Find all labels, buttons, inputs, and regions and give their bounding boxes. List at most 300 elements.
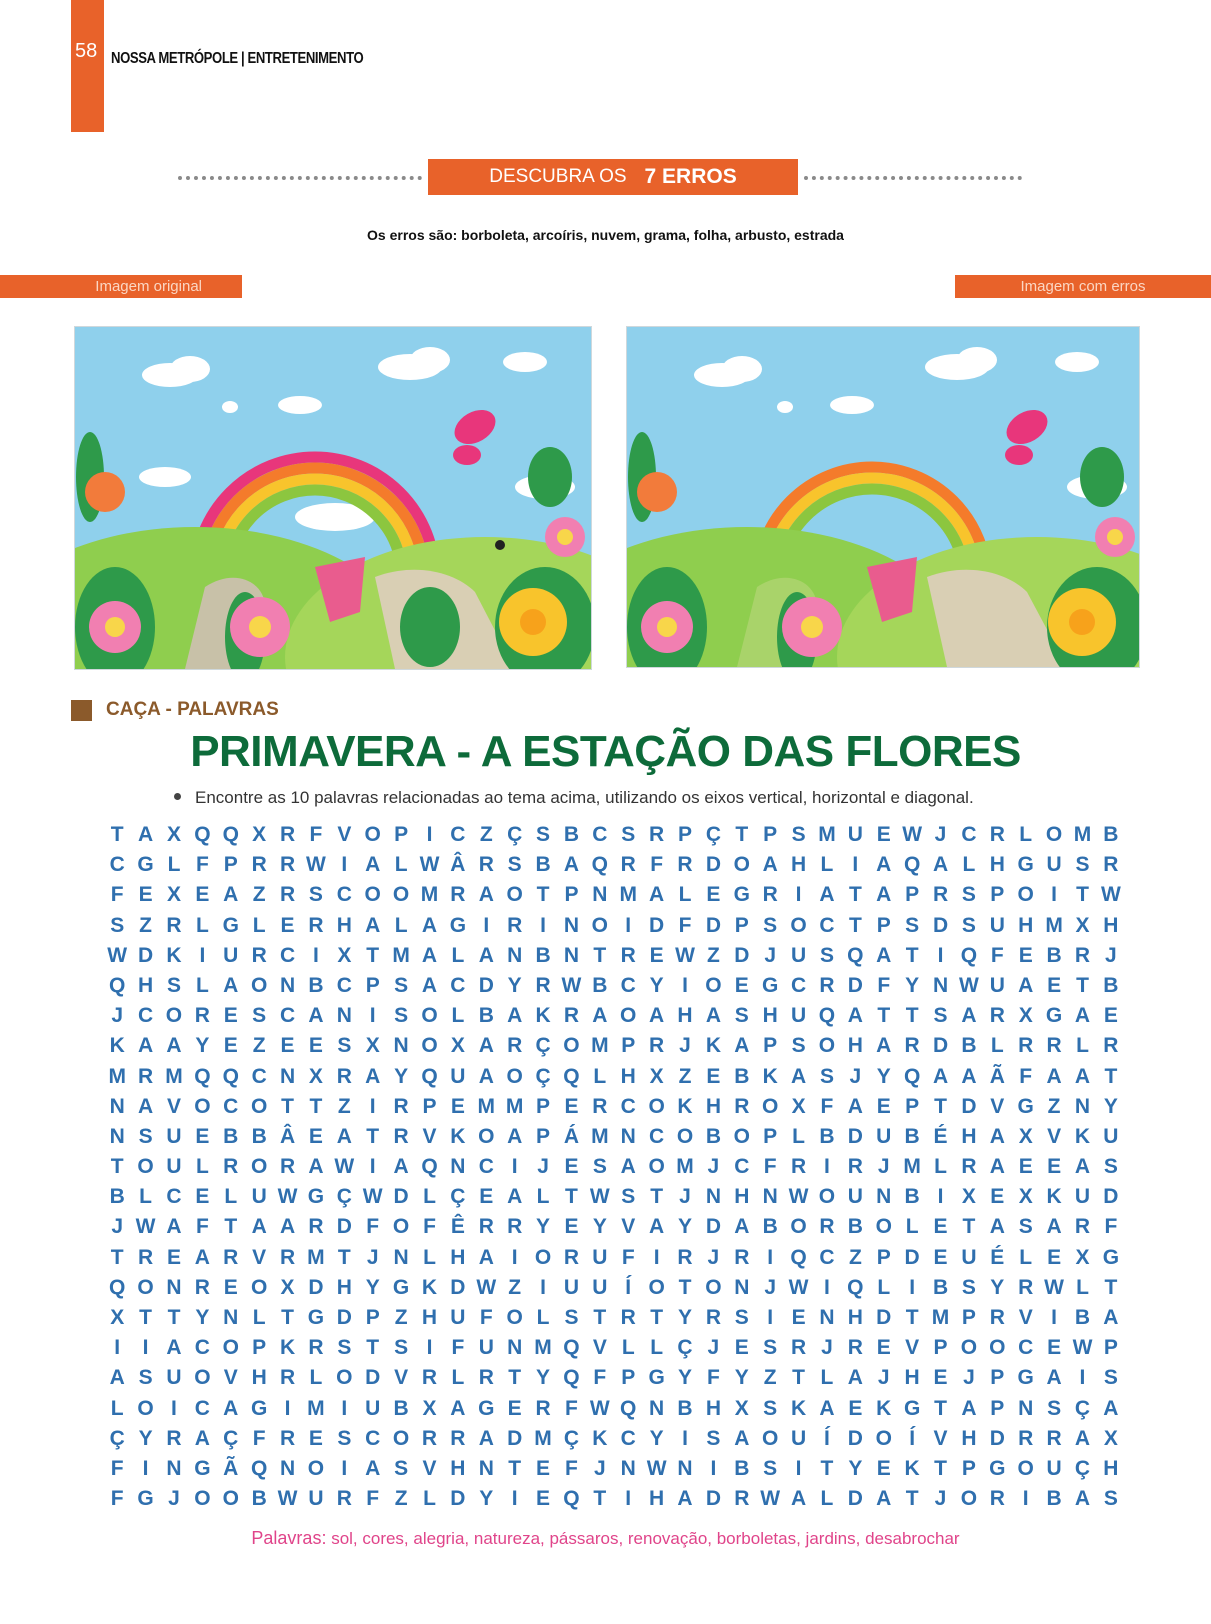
grid-letter: R bbox=[336, 1487, 352, 1511]
grid-letter: O bbox=[818, 1185, 836, 1209]
grid-letter: A bbox=[166, 1034, 182, 1058]
grid-letter: I bbox=[284, 1396, 291, 1420]
grid-letter: Q bbox=[194, 1064, 211, 1088]
grid-letter: A bbox=[1103, 1306, 1119, 1329]
grid-letter: N bbox=[563, 913, 580, 937]
grid-letter: R bbox=[279, 853, 296, 877]
grid-letter: A bbox=[563, 853, 580, 877]
grid-letter: W bbox=[1072, 1336, 1093, 1360]
grid-letter: Ç bbox=[507, 823, 523, 846]
banner-highlight: 7 ERROS bbox=[644, 165, 737, 188]
grid-letter: O bbox=[648, 1094, 665, 1118]
grid-letter: S bbox=[507, 853, 522, 877]
grid-letter: R bbox=[166, 1426, 182, 1450]
grid-letter: X bbox=[252, 823, 267, 846]
grid-letter: K bbox=[535, 1004, 551, 1028]
grid-letter: U bbox=[847, 823, 863, 846]
grid-letter: C bbox=[336, 973, 352, 997]
grid-letter: E bbox=[536, 1456, 551, 1480]
grid-letter: A bbox=[876, 883, 892, 907]
grid-letter: H bbox=[790, 853, 807, 877]
grid-letter: P bbox=[365, 1306, 380, 1329]
grid-letter: L bbox=[110, 1396, 124, 1420]
grid-letter: J bbox=[764, 1275, 777, 1299]
grid-letter: E bbox=[195, 1185, 210, 1209]
grid-letter: R bbox=[308, 913, 324, 937]
grid-letter: S bbox=[337, 1336, 352, 1360]
grid-letter: E bbox=[564, 1215, 579, 1239]
grid-letter: D bbox=[847, 973, 863, 997]
grid-letter: B bbox=[1103, 823, 1119, 846]
dotted-divider-right bbox=[804, 176, 1022, 180]
grid-letter: A bbox=[620, 1155, 636, 1179]
grid-letter: R bbox=[677, 1245, 693, 1269]
grid-letter: I bbox=[369, 1155, 376, 1179]
grid-letter: S bbox=[1103, 1487, 1118, 1511]
grid-letter: O bbox=[137, 1155, 154, 1179]
grid-letter: W bbox=[1100, 883, 1121, 907]
grid-letter: P bbox=[990, 1396, 1005, 1420]
grid-letter: R bbox=[620, 943, 636, 967]
grid-letter: L bbox=[820, 1487, 834, 1511]
grid-letter: S bbox=[1075, 853, 1090, 877]
grid-letter: S bbox=[138, 1124, 153, 1148]
grid-letter: F bbox=[195, 853, 209, 877]
grid-letter: C bbox=[194, 1336, 210, 1360]
grid-letter: O bbox=[194, 1487, 211, 1511]
grid-letter: W bbox=[902, 823, 923, 846]
grid-letter: W bbox=[1044, 1275, 1064, 1299]
grid-letter: O bbox=[648, 1155, 665, 1179]
grid-letter: A bbox=[961, 1004, 977, 1028]
grid-letter: A bbox=[762, 853, 778, 877]
grid-letter: C bbox=[819, 1245, 835, 1269]
grid-letter: A bbox=[421, 943, 438, 967]
grid-letter: A bbox=[989, 1155, 1005, 1179]
grid-letter: P bbox=[763, 1124, 778, 1148]
original-picture bbox=[74, 326, 592, 670]
grid-letter: A bbox=[507, 1124, 523, 1148]
grid-letter: E bbox=[1103, 1004, 1118, 1028]
grid-letter: O bbox=[506, 1064, 523, 1088]
grid-letter: J bbox=[707, 1245, 720, 1269]
grid-letter: Í bbox=[824, 1426, 830, 1450]
grid-letter: V bbox=[394, 1366, 409, 1390]
grid-letter: I bbox=[1051, 883, 1057, 907]
grid-letter: T bbox=[1076, 883, 1089, 907]
grid-letter: S bbox=[961, 1275, 976, 1299]
grid-letter: M bbox=[534, 1426, 552, 1450]
grid-letter: C bbox=[1018, 1336, 1034, 1360]
grid-letter: R bbox=[478, 1215, 494, 1239]
grid-letter: N bbox=[819, 1306, 835, 1329]
grid-letter: F bbox=[706, 1366, 720, 1390]
grid-letter: A bbox=[336, 1124, 352, 1148]
grid-letter: L bbox=[877, 1275, 891, 1299]
grid-row bbox=[103, 1363, 1125, 1393]
grid-letter: W bbox=[589, 1185, 610, 1209]
grid-letter: N bbox=[563, 943, 580, 967]
grid-letter: A bbox=[223, 973, 239, 997]
grid-letter: N bbox=[876, 1185, 892, 1209]
grid-letter: O bbox=[506, 883, 523, 907]
grid-letter: L bbox=[195, 973, 209, 997]
grid-letter: A bbox=[138, 1094, 154, 1118]
grid-letter: L bbox=[394, 853, 408, 877]
grid-letter: Ç bbox=[705, 823, 721, 846]
grid-letter: X bbox=[337, 943, 352, 967]
grid-letter: L bbox=[423, 1245, 436, 1269]
grid-letter: A bbox=[876, 1034, 892, 1058]
grid-letter: I bbox=[767, 1245, 774, 1269]
grid-letter: O bbox=[790, 913, 807, 937]
grid-letter: O bbox=[364, 823, 381, 846]
grid-letter: I bbox=[369, 1094, 376, 1118]
grid-letter: M bbox=[307, 1245, 325, 1269]
grid-letter: G bbox=[392, 1275, 410, 1299]
grid-letter: A bbox=[649, 883, 665, 907]
grid-letter: N bbox=[1018, 1396, 1034, 1420]
grid-letter: M bbox=[591, 1034, 609, 1058]
grid-letter: F bbox=[1104, 1215, 1118, 1239]
grid-letter: B bbox=[904, 1124, 920, 1148]
grid-letter: B bbox=[847, 1215, 863, 1239]
grid-letter: V bbox=[166, 1094, 181, 1118]
grid-letter: W bbox=[589, 1396, 610, 1420]
grid-letter: N bbox=[932, 973, 949, 997]
grid-letter: A bbox=[1074, 1064, 1091, 1088]
grid-letter: I bbox=[114, 1336, 121, 1360]
grid-letter: T bbox=[735, 823, 749, 846]
grid-letter: R bbox=[393, 1094, 409, 1118]
grid-letter: A bbox=[1074, 1155, 1091, 1179]
grid-letter: I bbox=[852, 853, 859, 877]
grid-letter: P bbox=[961, 1456, 976, 1480]
grid-letter: B bbox=[1074, 1306, 1091, 1329]
grid-letter: I bbox=[341, 1456, 348, 1480]
grid-letter: C bbox=[620, 1094, 636, 1118]
grid-letter: A bbox=[649, 1004, 665, 1028]
grid-letter: A bbox=[109, 1366, 125, 1390]
grid-letter: S bbox=[308, 883, 323, 907]
grid-letter: O bbox=[705, 973, 722, 997]
grid-letter: A bbox=[819, 883, 835, 907]
grid-letter: S bbox=[110, 913, 125, 937]
grid-letter: Y bbox=[990, 1275, 1005, 1299]
grid-letter: R bbox=[279, 1245, 296, 1269]
grid-letter: E bbox=[1018, 1155, 1033, 1179]
grid-letter: B bbox=[1103, 973, 1119, 997]
grid-letter: T bbox=[366, 1336, 380, 1360]
grid-letter: M bbox=[619, 883, 637, 907]
grid-letter: H bbox=[1103, 913, 1119, 937]
grid-letter: H bbox=[705, 1094, 721, 1118]
grid-letter: I bbox=[937, 1185, 944, 1209]
grid-letter: R bbox=[1046, 1426, 1062, 1450]
grid-letter: A bbox=[279, 1215, 296, 1239]
grid-letter: C bbox=[649, 1124, 665, 1148]
grid-letter: O bbox=[1017, 883, 1034, 907]
grid-letter: C bbox=[450, 973, 466, 997]
grid-letter: L bbox=[224, 1185, 238, 1209]
grid-letter: S bbox=[1047, 1396, 1062, 1420]
grid-letter: G bbox=[194, 1456, 211, 1480]
grid-letter: R bbox=[478, 853, 494, 877]
grid-letter: T bbox=[139, 1306, 152, 1329]
grid-letter: P bbox=[252, 1336, 267, 1360]
grid-letter: W bbox=[362, 1185, 383, 1209]
grid-letter: D bbox=[507, 1426, 523, 1450]
grid-letter: L bbox=[252, 913, 266, 937]
instruction-text: Encontre as 10 palavras relacionadas ao tema acima, utilizando os eixos vertical, horizontal e diagonal. bbox=[195, 788, 974, 807]
grid-letter: B bbox=[251, 1124, 267, 1148]
grid-letter: I bbox=[313, 943, 319, 967]
grid-letter: A bbox=[478, 1245, 494, 1269]
dotted-divider-left bbox=[178, 176, 422, 180]
grid-letter: P bbox=[876, 1245, 891, 1269]
grid-letter: K bbox=[1046, 1185, 1062, 1209]
grid-letter: G bbox=[762, 973, 779, 997]
grid-letter: S bbox=[706, 1426, 721, 1450]
grid-letter: L bbox=[451, 943, 465, 967]
grid-letter: N bbox=[166, 1275, 182, 1299]
grid-letter: U bbox=[1046, 853, 1062, 877]
grid-letter: A bbox=[734, 1215, 750, 1239]
grid-letter: F bbox=[252, 1426, 266, 1450]
grid-letter: Y bbox=[905, 973, 920, 997]
banner-prefix: DESCUBRA OS bbox=[489, 166, 627, 187]
grid-letter: F bbox=[820, 1094, 834, 1118]
grid-letter: E bbox=[848, 1396, 863, 1420]
grid-letter: T bbox=[593, 943, 607, 967]
grid-letter: Y bbox=[649, 973, 664, 997]
grid-letter: O bbox=[222, 1336, 239, 1360]
grid-letter: O bbox=[733, 1124, 750, 1148]
grid-letter: B bbox=[1046, 1487, 1062, 1511]
grid-letter: I bbox=[795, 883, 802, 907]
grid-letter: U bbox=[166, 1124, 182, 1148]
grid-letter: S bbox=[337, 1426, 352, 1450]
grid-letter: F bbox=[621, 1245, 635, 1269]
grid-letter: J bbox=[877, 1366, 890, 1390]
grid-letter: E bbox=[933, 1366, 948, 1390]
grid-letter: R bbox=[507, 913, 523, 937]
grid-letter: Q bbox=[847, 943, 864, 967]
grid-letter: K bbox=[421, 1275, 438, 1299]
grid-letter: C bbox=[166, 1185, 182, 1209]
grid-letter: H bbox=[705, 1396, 721, 1420]
grid-letter: Q bbox=[903, 853, 921, 877]
grid-letter: R bbox=[1074, 943, 1091, 967]
grid-letter: W bbox=[788, 1185, 809, 1209]
grid-letter: O bbox=[534, 1245, 552, 1269]
grid-letter: G bbox=[449, 913, 467, 937]
grid-letter: R bbox=[989, 1487, 1005, 1511]
grid-letter: R bbox=[790, 1336, 807, 1360]
grid-letter: W bbox=[788, 1275, 809, 1299]
grid-row bbox=[103, 1303, 1125, 1333]
bullet-icon bbox=[174, 793, 181, 800]
grid-letter: B bbox=[535, 943, 551, 967]
grid-letter: N bbox=[279, 1456, 296, 1480]
grid-letter: A bbox=[847, 1004, 863, 1028]
grid-letter: N bbox=[1074, 1094, 1091, 1118]
grid-letter: Q bbox=[222, 823, 239, 846]
grid-letter: É bbox=[933, 1124, 948, 1148]
grid-letter: U bbox=[1103, 1124, 1119, 1148]
grid-letter: O bbox=[960, 1487, 978, 1511]
grid-letter: P bbox=[905, 1094, 920, 1118]
grid-letter: N bbox=[478, 1456, 494, 1480]
grid-letter: J bbox=[366, 1245, 379, 1269]
grid-letter: O bbox=[989, 1336, 1006, 1360]
grid-letter: L bbox=[309, 1366, 323, 1390]
grid-letter: A bbox=[1046, 1366, 1062, 1390]
grid-letter: C bbox=[450, 823, 466, 846]
grid-letter: R bbox=[790, 1155, 807, 1179]
grid-letter: G bbox=[137, 1487, 154, 1511]
grid-letter: A bbox=[507, 1004, 523, 1028]
grid-letter: A bbox=[308, 1155, 324, 1179]
grid-letter: I bbox=[1022, 1487, 1029, 1511]
word-list-label: Palavras: bbox=[251, 1528, 327, 1548]
grid-letter: A bbox=[194, 1245, 210, 1269]
grid-letter: O bbox=[250, 1155, 268, 1179]
grid-letter: D bbox=[847, 1426, 863, 1450]
grid-letter: W bbox=[561, 973, 582, 997]
grid-letter: M bbox=[165, 1064, 183, 1088]
grid-letter: C bbox=[223, 1094, 239, 1118]
grid-letter: E bbox=[734, 1336, 749, 1360]
grid-letter: H bbox=[450, 1245, 466, 1269]
grid-letter: P bbox=[394, 823, 409, 846]
grid-letter: F bbox=[195, 1215, 209, 1239]
grid-letter: W bbox=[107, 943, 128, 967]
grid-letter: K bbox=[592, 1426, 608, 1450]
grid-letter: U bbox=[251, 1185, 267, 1209]
grid-letter: Y bbox=[195, 1034, 210, 1058]
grid-letter: O bbox=[1045, 823, 1063, 846]
grid-letter: S bbox=[933, 1004, 948, 1028]
grid-letter: C bbox=[365, 1426, 381, 1450]
grid-letter: O bbox=[620, 1004, 637, 1028]
grid-row bbox=[103, 1212, 1125, 1242]
grid-letter: A bbox=[932, 853, 949, 877]
grid-letter: B bbox=[677, 1396, 693, 1420]
grid-letter: Q bbox=[222, 1064, 239, 1088]
grid-letter: N bbox=[620, 1456, 636, 1480]
grid-letter: Ç bbox=[535, 1064, 551, 1088]
grid-letter: S bbox=[1103, 1366, 1118, 1390]
grid-letter: Y bbox=[479, 1487, 494, 1511]
grid-letter: O bbox=[506, 1306, 523, 1329]
grid-letter: R bbox=[279, 1155, 296, 1179]
grid-letter: A bbox=[507, 1185, 523, 1209]
grid-letter: O bbox=[194, 1366, 211, 1390]
grid-letter: B bbox=[308, 973, 324, 997]
grid-letter: O bbox=[563, 1034, 580, 1058]
grid-letter: R bbox=[535, 1396, 551, 1420]
grid-letter: K bbox=[166, 943, 182, 967]
grid-letter: I bbox=[937, 943, 944, 967]
grid-letter: L bbox=[252, 1306, 266, 1329]
grid-letter: T bbox=[508, 1456, 522, 1480]
grid-letter: R bbox=[251, 943, 267, 967]
grid-letter: O bbox=[705, 1275, 722, 1299]
grid-letter: E bbox=[308, 1124, 323, 1148]
grid-letter: V bbox=[1047, 1124, 1062, 1148]
grid-letter: E bbox=[1047, 1245, 1062, 1269]
grid-letter: A bbox=[790, 1487, 807, 1511]
grid-letter: I bbox=[767, 1306, 774, 1329]
grid-letter: E bbox=[876, 1456, 891, 1480]
grid-letter: L bbox=[139, 1185, 152, 1209]
grid-letter: B bbox=[819, 1124, 835, 1148]
grid-letter: M bbox=[1073, 823, 1092, 846]
grid-row bbox=[103, 1001, 1125, 1031]
grid-row bbox=[103, 1273, 1125, 1303]
grid-letter: D bbox=[478, 973, 494, 997]
grid-letter: U bbox=[847, 1185, 863, 1209]
grid-letter: N bbox=[223, 1306, 239, 1329]
grid-letter: A bbox=[365, 1064, 381, 1088]
grid-letter: L bbox=[593, 1064, 607, 1088]
grid-letter: H bbox=[734, 1185, 750, 1209]
grid-letter: T bbox=[366, 943, 380, 967]
grid-letter: O bbox=[336, 1366, 353, 1390]
grid-letter: I bbox=[824, 1275, 830, 1299]
grid-letter: M bbox=[534, 1336, 552, 1360]
grid-letter: M bbox=[505, 1094, 524, 1118]
grid-letter: Q bbox=[790, 1245, 807, 1269]
grid-letter: L bbox=[1076, 1275, 1089, 1299]
grid-letter: R bbox=[1018, 1034, 1034, 1058]
grid-letter: O bbox=[421, 1034, 438, 1058]
grid-letter: T bbox=[110, 823, 124, 846]
grid-letter: N bbox=[649, 1396, 665, 1420]
errors-image-label: Imagem com erros bbox=[955, 275, 1211, 298]
grid-letter: P bbox=[763, 823, 778, 846]
grid-letter: É bbox=[990, 1245, 1005, 1269]
grid-letter: S bbox=[791, 823, 806, 846]
grid-letter: I bbox=[511, 1487, 518, 1511]
grid-letter: C bbox=[961, 823, 977, 846]
grid-letter: A bbox=[478, 943, 494, 967]
grid-letter: S bbox=[763, 1336, 778, 1360]
grid-letter: R bbox=[535, 973, 551, 997]
grid-letter: A bbox=[989, 1124, 1005, 1148]
grid-letter: P bbox=[536, 1094, 551, 1118]
grid-letter: M bbox=[420, 883, 439, 907]
grid-letter: T bbox=[678, 1275, 692, 1299]
grid-letter: C bbox=[336, 883, 352, 907]
grid-letter: R bbox=[677, 853, 693, 877]
grid-letter: Ê bbox=[450, 1215, 465, 1239]
grid-letter: O bbox=[364, 883, 381, 907]
grid-letter: S bbox=[394, 1004, 409, 1028]
grid-letter: K bbox=[876, 1396, 892, 1420]
grid-letter: A bbox=[876, 1487, 892, 1511]
grid-letter: R bbox=[989, 1004, 1005, 1028]
grid-letter: X bbox=[1018, 1004, 1033, 1028]
grid-letter: E bbox=[223, 1034, 238, 1058]
grid-letter: A bbox=[790, 1064, 807, 1088]
grid-letter: I bbox=[625, 913, 632, 937]
grid-letter: C bbox=[620, 1426, 636, 1450]
grid-letter: N bbox=[507, 943, 523, 967]
grid-letter: E bbox=[280, 1034, 295, 1058]
grid-letter: F bbox=[451, 1336, 465, 1360]
